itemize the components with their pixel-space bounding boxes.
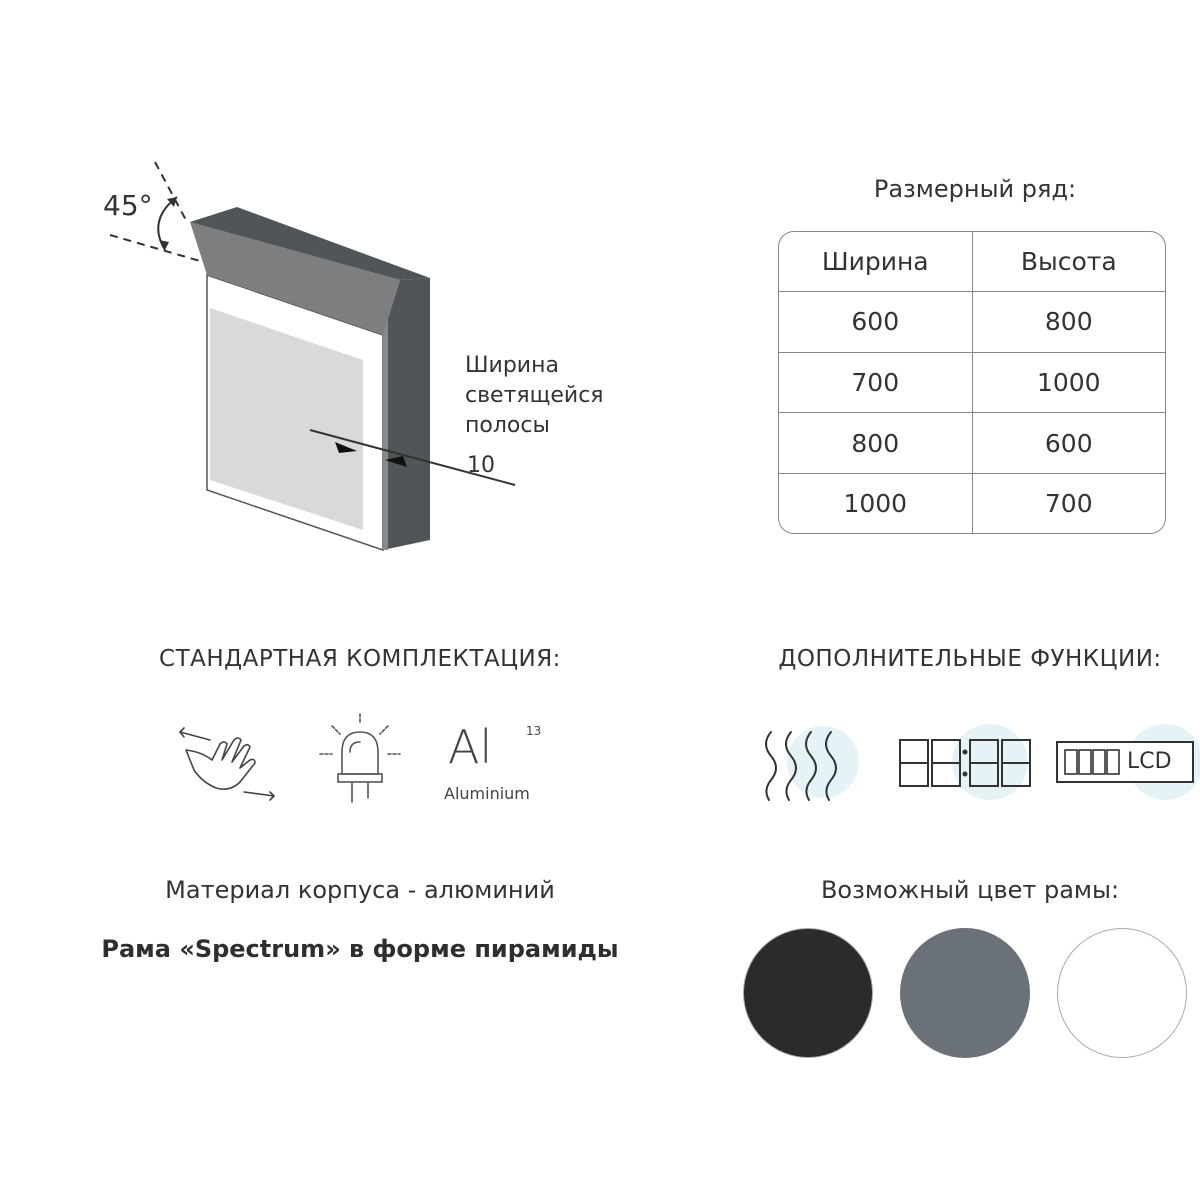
cell-height: 1000 [972,352,1165,413]
table-row [779,292,1165,353]
cell-width: 1000 [779,473,972,533]
aluminium-caption: Aluminium [444,784,530,803]
anti-fog-icon [745,712,865,812]
table-header-row [779,232,1165,292]
cell-height: 800 [972,292,1165,353]
aluminium-symbol: Al [448,720,493,774]
cell-height: 600 [972,413,1165,474]
lcd-display-icon [1055,712,1200,812]
table-row [779,352,1165,413]
extra-title: ДОПОЛНИТЕЛЬНЫЕ ФУНКЦИИ: [778,646,1162,672]
angle-label: 45° [103,189,153,222]
swatch-white[interactable] [1057,928,1187,1058]
header-height: Высота [972,232,1165,292]
aluminium-number: 13 [526,724,542,738]
hand-sensor-icon [172,722,282,807]
cell-width: 700 [779,352,972,413]
material-text: Материал корпуса - алюминий [165,876,555,904]
swatch-gray[interactable] [900,928,1030,1058]
led-light-icon [318,712,402,807]
table-row [779,413,1165,474]
strip-label-line-3: полосы [465,413,550,438]
lcd-label: LCD [1127,749,1172,774]
standard-title: СТАНДАРТНАЯ КОМПЛЕКТАЦИЯ: [159,646,561,672]
table-row [779,473,1165,533]
cell-width: 600 [779,292,972,353]
strip-value: 10 [467,453,495,478]
frame-color-title: Возможный цвет рамы: [820,876,1120,904]
size-table [778,231,1166,534]
aluminium-icon [440,720,550,810]
frame-profile-diagram [95,150,604,570]
size-table-title: Размерный ряд: [873,175,1077,203]
cell-width: 800 [779,413,972,474]
strip-label-line-1: Ширина [465,353,559,378]
cell-height: 700 [972,473,1165,533]
swatch-black[interactable] [743,928,873,1058]
header-width: Ширина [779,232,972,292]
frame-text: Рама «Spectrum» в форме пирамиды [101,935,619,963]
strip-label-line-2: светящейся [465,383,604,408]
clock-icon [890,712,1040,812]
